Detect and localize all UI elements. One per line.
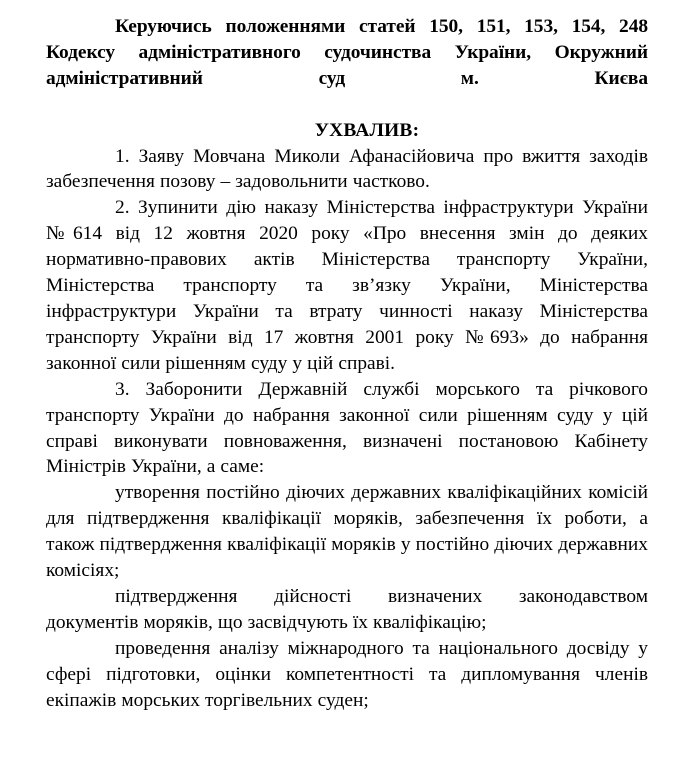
intro-paragraph: Керуючись положеннями статей 150, 151, 153, 154, 248 Кодексу адміністративного судочинства України, Окружний адміністративний суд м. Києва	[46, 16, 648, 89]
ruling-item-2: 2. Зупинити дію наказу Міністерства інфраструктури України №614 від 12 жовтня 2020 року «Про внесення змін до деяких нормативно-правових актів Міністерства транспорту України, Міністерства транспорту та зв’язку України, Міністерства інфраструктури України та втрату чинності наказу Міністерства транспорту України від 17 жовтня 2001 року №693» до набрання законної сили рішенням суду у цій справі.	[46, 197, 648, 374]
ruling-sub-paragraph-2: підтвердження дійсності визначених законодавством документів моряків, що засвідчують їх кваліфікацію;	[46, 585, 648, 633]
document-body	[46, 14, 648, 771]
ruling-item-3: 3. Заборонити Державній службі морського та річкового транспорту України до набрання законної сили рішенням суду у цій справі виконувати повноваження, визначені постановою Кабінету Міністрів України, а саме:	[46, 378, 648, 478]
page-bottom-whitespace	[46, 713, 648, 771]
ruling-item-1: 1. Заяву Мовчана Миколи Афанасійовича про вжиття заходів забезпечення позову – задовольнити частково.	[46, 145, 648, 193]
ruling-sub-paragraph-3: проведення аналізу міжнародного та національного досвіду у сфері підготовки, оцінки компетентності та дипломування членів екіпажів морських торгівельних суден;	[46, 637, 648, 711]
ruling-heading: УХВАЛИВ:	[314, 119, 420, 141]
ruling-sub-paragraph-1: утворення постійно діючих державних кваліфікаційних комісій для підтвердження кваліфікації моряків, забезпечення їх роботи, а також підтвердження кваліфікації моряків у постійно діючих державних комісіях;	[46, 482, 648, 582]
